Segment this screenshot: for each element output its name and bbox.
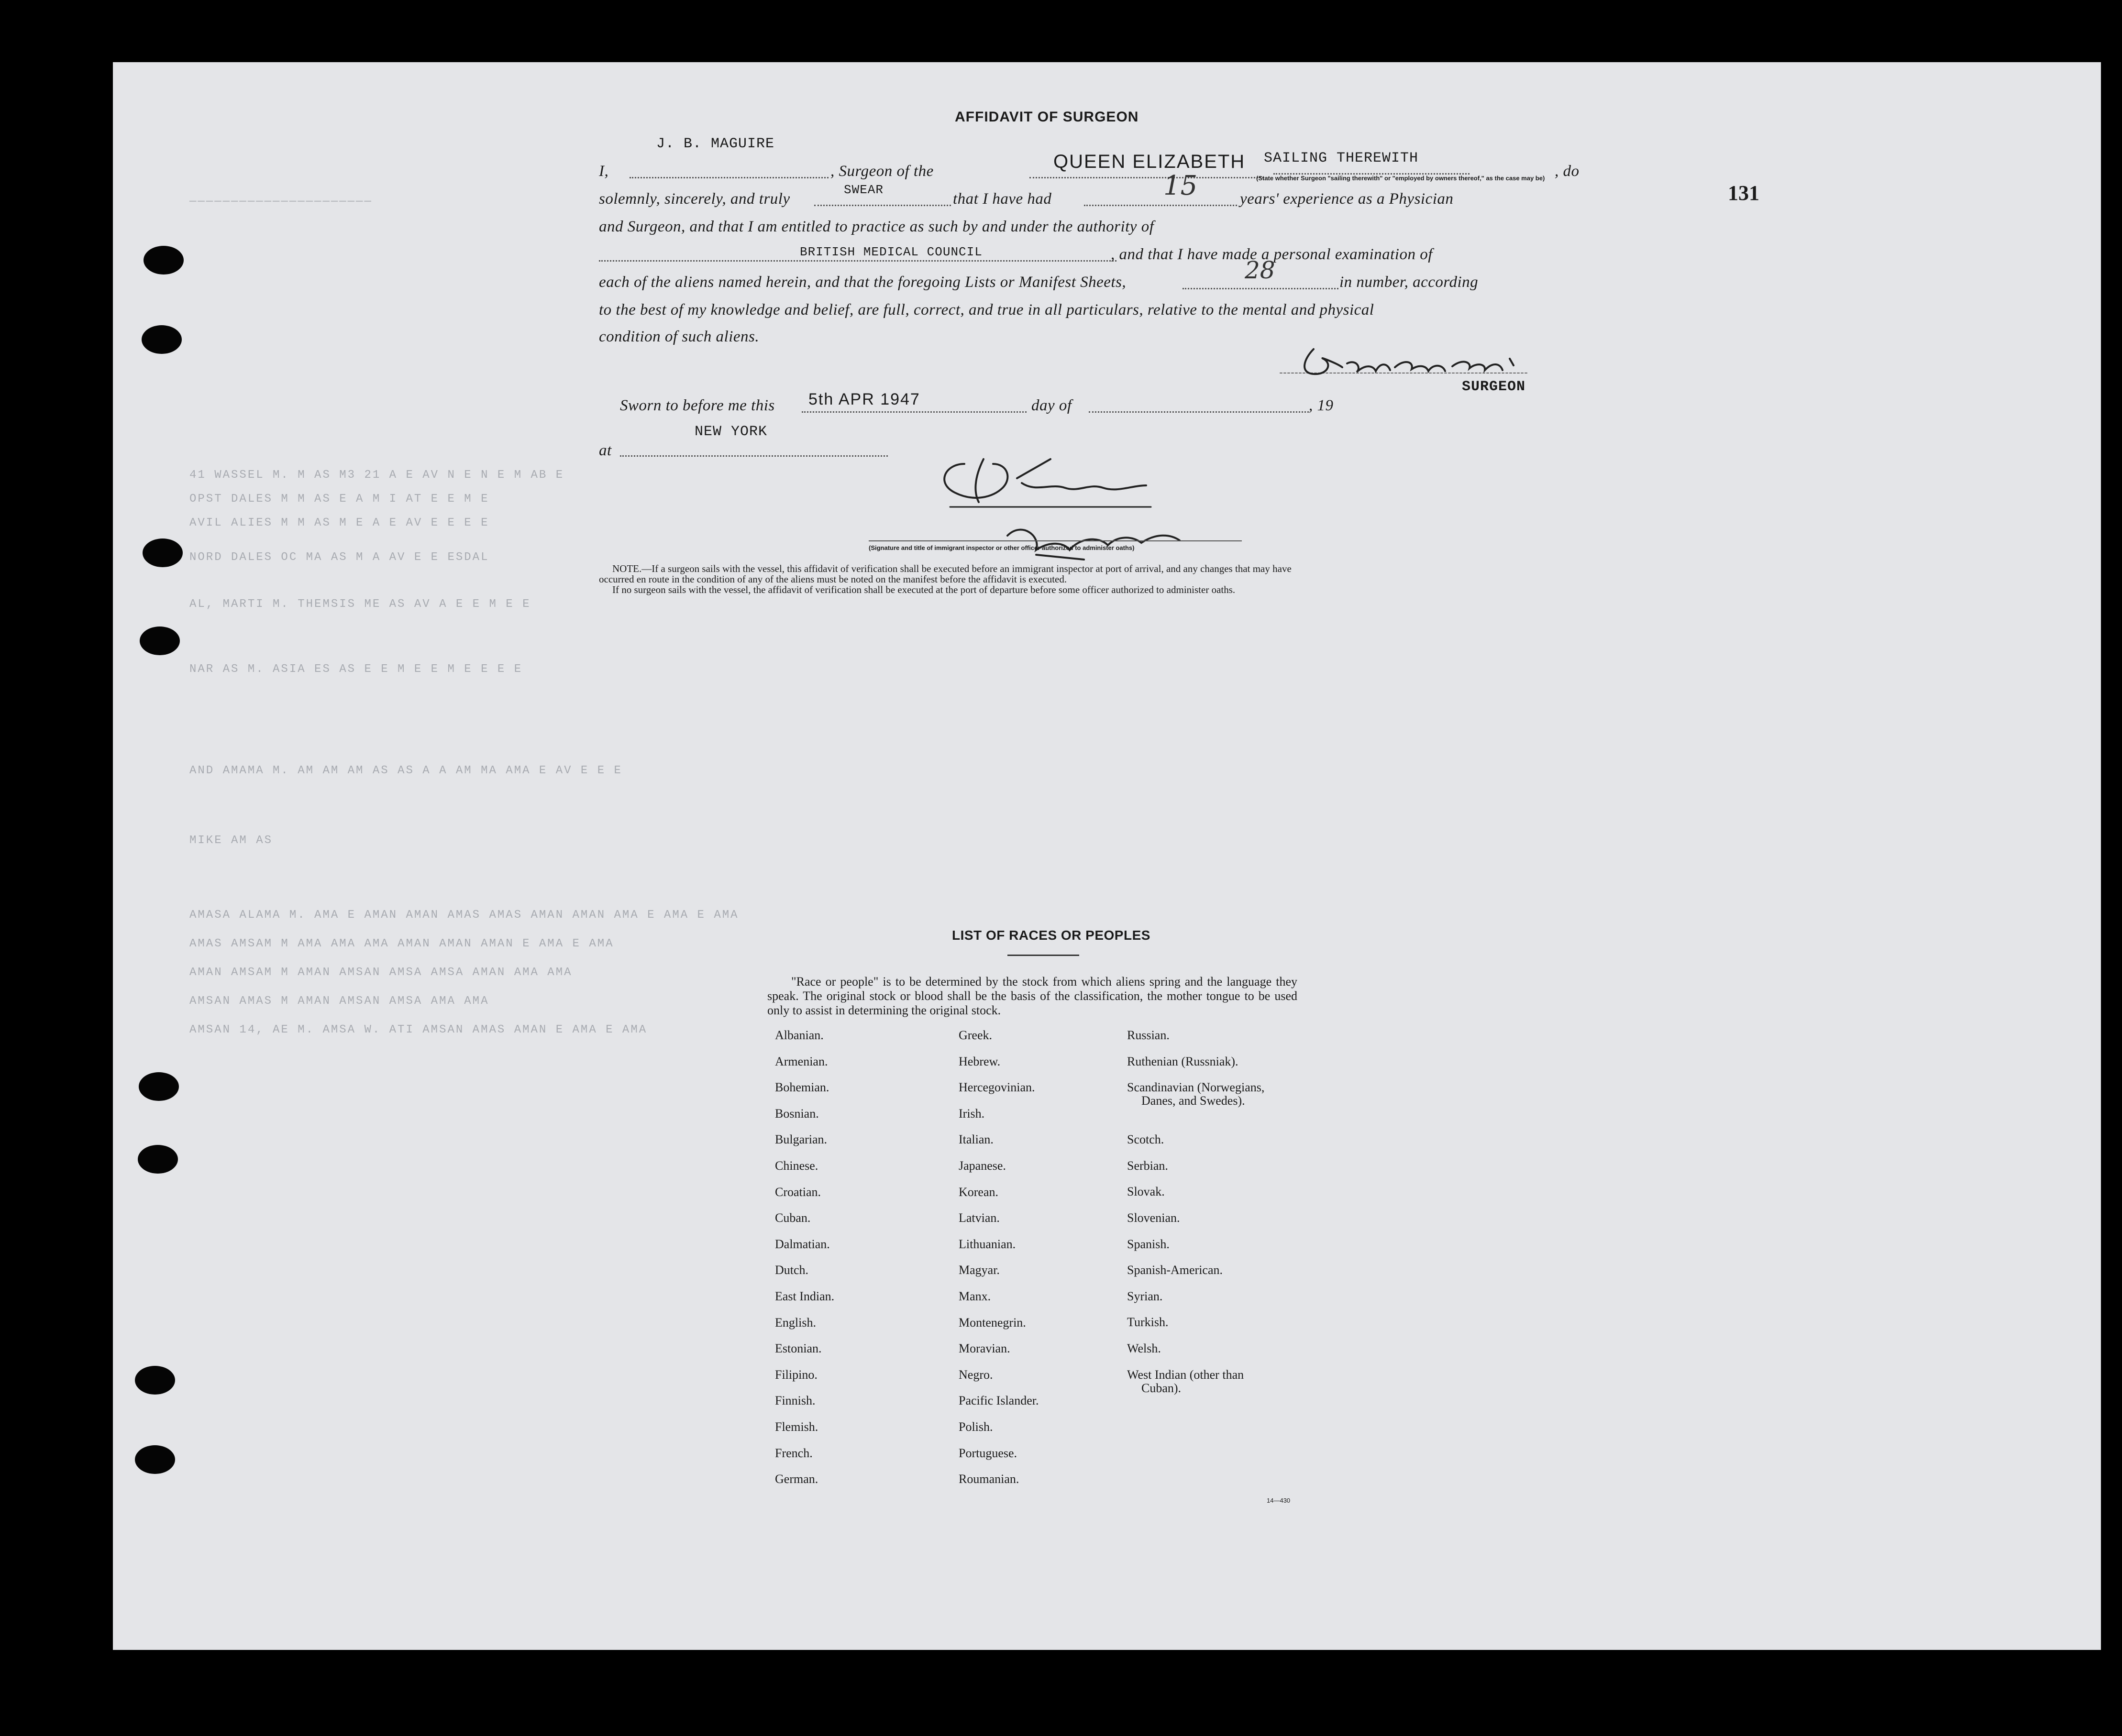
form-number: 14—430 [1267,1497,1291,1504]
race-entry: Latvian. [959,1211,1000,1225]
race-entry: Turkish. [1127,1315,1169,1329]
race-entry: East Indian. [775,1289,835,1303]
vessel-name: QUEEN ELIZABETH [1053,151,1246,172]
note-line-2: occurred en route in the condition of any of the aliens must be noted on the manifest before the affidavit is executed. [599,573,1067,585]
race-entry: Greek. [959,1028,993,1042]
affidavit-line7: condition of such aliens. [599,328,760,345]
race-entry: Chinese. [775,1158,818,1173]
race-entry: Finnish. [775,1394,816,1408]
race-entry: Japanese. [959,1158,1006,1173]
affidavit-line6: to the best of my knowledge and belief, are full, correct, and true in all particulars, relative to the mental and physical [599,301,1374,319]
punch-hole [138,1145,178,1174]
race-entry: Flemish. [775,1419,818,1434]
race-entry: Portuguese. [959,1446,1017,1460]
sworn-text-b: day of [1031,397,1072,414]
punch-hole [139,1072,179,1101]
affidavit-line2-b: that I have had [953,190,1052,208]
race-entry: Hebrew. [959,1054,1001,1068]
race-entry: French. [775,1446,813,1460]
race-entry: Dutch. [775,1263,809,1277]
race-entry: Albanian. [775,1028,824,1042]
race-entry: Filipino. [775,1367,818,1382]
race-entry: Spanish. [1127,1237,1170,1251]
race-entry: Lithuanian. [959,1237,1016,1251]
races-title: LIST OF RACES OR PEOPLES [952,928,1150,943]
sworn-text-c: , 19 [1309,397,1334,414]
race-entry: English. [775,1315,816,1329]
race-entry: Spanish-American. [1127,1263,1223,1277]
race-entry: Scotch. [1127,1132,1164,1147]
race-entry: Bohemian. [775,1080,829,1095]
race-entry: Cuban). [1141,1381,1182,1395]
affidavit-line3: and Surgeon, and that I am entitled to practice as such by and under the authority of [599,218,1154,235]
race-entry: Italian. [959,1132,994,1147]
punch-hole [143,538,183,567]
race-entry: West Indian (other than [1127,1367,1244,1382]
sailing-note: (State whether Surgeon "sailing therewith" or "employed by owners thereof," as the case may be) [1256,175,1545,182]
race-entry: Montenegrin. [959,1315,1026,1329]
note-line-1: NOTE.—If a surgeon sails with the vessel, this affidavit of verification shall be executed before an immigrant inspector at port of arrival, and any changes that may have [612,563,1292,574]
race-entry: Hercegovinian. [959,1080,1035,1095]
race-entry: Bulgarian. [775,1132,828,1147]
race-entry: Armenian. [775,1054,828,1068]
race-entry: Cuban. [775,1211,811,1225]
race-entry: Slovenian. [1127,1210,1180,1225]
punch-hole [135,1366,175,1395]
page-number: 131 [1728,181,1759,205]
affidavit-line1-b: , Surgeon of the [830,163,934,180]
race-entry: Russian. [1127,1028,1170,1042]
races-intro: "Race or people" is to be determined by the stock from which aliens spring and the language they speak. The original stock or blood shall be the basis of the classification, the mother tongue to be used only to assist in determining the original stock. [767,975,1297,1017]
date-stamp: 5th APR 1947 [808,390,920,408]
race-entry: Dalmatian. [775,1237,830,1251]
oath-word: SWEAR [844,183,884,197]
affidavit-line5-b: in number, according [1339,274,1479,291]
race-entry: Korean. [959,1185,999,1199]
race-entry: Croatian. [775,1185,821,1199]
race-entry: Manx. [959,1289,991,1303]
race-entry: Irish. [959,1106,985,1121]
race-entry: Pacific Islander. [959,1394,1039,1408]
race-entry: Slovak. [1127,1185,1165,1199]
at-label: at [599,442,612,459]
punch-hole [135,1445,175,1474]
years-experience: 15 [1163,170,1198,201]
race-entry: Danes, and Swedes). [1141,1094,1245,1108]
affidavit-line1-c: , do [1555,163,1580,180]
race-entry: Scandinavian (Norwegians, [1127,1080,1265,1095]
affidavit-line4: , and that I have made a personal examination of [1111,246,1433,263]
race-entry: Moravian. [959,1341,1010,1356]
signature-caption: (Signature and title of immigrant inspector or other officer authorized to administer oaths) [869,544,1135,551]
punch-hole [142,325,182,354]
surgeon-label: SURGEON [1462,379,1526,395]
races-column-3 [1127,1028,1264,1407]
manifest-sheet: —————————————————————— 41 WASSEL M. M AS M3 21 A E AV N E N E M AB E OPST DALES M M AS E A M I AT E E M E AVIL ALIES M M AS M E A E AV E E E E NORD DALES OC MA AS M A AV E E ESDAL AL, MARTI M. THEMSIS ME AS AV A E E M E E NAR AS M. ASIA ES AS E E M E E M E E E E AND AMAMA M. AM AM AM AS AS A A AM MA AMA E AV E E E MIKE AM AS AMASA ALAMA M. AMA E AMAN AMAN AMAS AMAS AMAN AMAN AMA E AMA E AMA AMAS AMSAM M AMA AMA AMA AMAN AMAN AMAN E AMA E AMA AMAN AMSAM M AMAN AMSAN AMSA AMSA AMAN AMA AMA AMSAN AMAS M AMAN AMSAN AMSA AMA AMA AMSAN 14, AE M. AMSA W. ATI AMSAN AMAS AMAN E AMA E AMA 131 AFFIDAVIT OF SURGEON J. B. MAGUIRE QUEEN ELIZABETH SAILING THEREWITH I, , Surgeon of the (State whether Surgeon "sailing therewith" or "employed by owners thereof," as the case may be) , do SWEAR 15 solemnly, sincerely, and truly that I have had years' experience as a Physician and Surgeon, and that I am entitled to practice as such by and under the authority of BRITISH MEDICAL COUNCIL , and that I have made a personal examination of each of the aliens named herein, and that the foregoing Lists or Manifest Sheets, 28 in number, according to the best of my knowledge and belief, are full, correct, and true in all particulars, relative to the mental and physical condition of such aliens. SURGEON Sworn to before me this 5th APR 1947 day of , 19 NEW YORK at (Signature and title of immigrant inspector or other officer authorized to administer oaths) NOTE.—If a surgeon sails with the vessel, this affidavit of verification shall be executed before an immigrant inspector at port of arrival, and any changes that may have occurred en route in the condition of any of the aliens must be noted on the manifest before the affidavit is executed. If no surgeon sails with the vessel, the affidavit of verification shall be executed at the port of departure before some officer authorized to administer oaths. LIST OF RACES OR PEOPLES "Race or people" is to be determined by the stock from which aliens spring and the language they speak. The original stock or blood shall be the basis of the classification, the mother tongue to be used only to assist in determining the original stock. Albanian. Armenian. Bohemian. Bosnian. Bulgarian. Chinese. Croatian. Cuban. Dalmatian. Dutch. East Indian. English. Estonian. Filipino. Finnish. Flemish. French. German. Greek. Hebrew. Hercegovinian. Irish. Italian. Japanese. Korean. Latvian. Lithuanian. Magyar. Manx. Montenegrin. Moravian. Negro. Pacific Islander. Polish. Portuguese. Roumanian. Russian. Ruthenian (Russniak). Scandinavian (Norwegians, Danes, and Swedes). Scotch. Serbian. Slovak. Slovenian. Spanish. Spanish-American. Syrian. Turkish. Welsh. West Indian (other than Cuban). 14—430 [113,62,2101,1650]
races-column-1 [775,1028,834,1498]
race-entry: German. [775,1472,818,1486]
punch-hole [144,246,184,275]
race-entry: Welsh. [1127,1341,1161,1355]
race-entry: Polish. [959,1419,993,1434]
affidavit-line1-a: I, [599,163,609,180]
race-entry: Roumanian. [959,1472,1019,1486]
note-line-3: If no surgeon sails with the vessel, the affidavit of verification shall be executed at the port of departure before some officer authorized to administer oaths. [612,584,1236,595]
sworn-text-a: Sworn to before me this [620,397,775,414]
punch-hole [140,626,180,655]
sailing-status: SAILING THEREWITH [1264,150,1419,166]
surgeon-signature [1261,330,1596,387]
place-name: NEW YORK [695,424,768,440]
race-entry: Serbian. [1127,1158,1168,1173]
affidavit-line5-a: each of the aliens named herein, and that the foregoing Lists or Manifest Sheets, [599,274,1127,291]
race-entry: Syrian. [1127,1289,1163,1303]
affidavit-title: AFFIDAVIT OF SURGEON [955,109,1139,125]
race-entry: Bosnian. [775,1106,819,1121]
surgeon-name: J. B. MAGUIRE [656,136,775,152]
race-entry: Ruthenian (Russniak). [1127,1054,1238,1068]
sheet-count: 28 [1245,256,1275,284]
race-entry: Estonian. [775,1341,822,1356]
race-entry: Magyar. [959,1263,1000,1277]
affidavit-line2-c: years' experience as a Physician [1240,190,1454,208]
race-entry: Negro. [959,1367,993,1382]
authority-name: BRITISH MEDICAL COUNCIL [800,245,983,259]
races-column-2 [959,1028,1039,1498]
affidavit-line2-a: solemnly, sincerely, and truly [599,190,790,208]
